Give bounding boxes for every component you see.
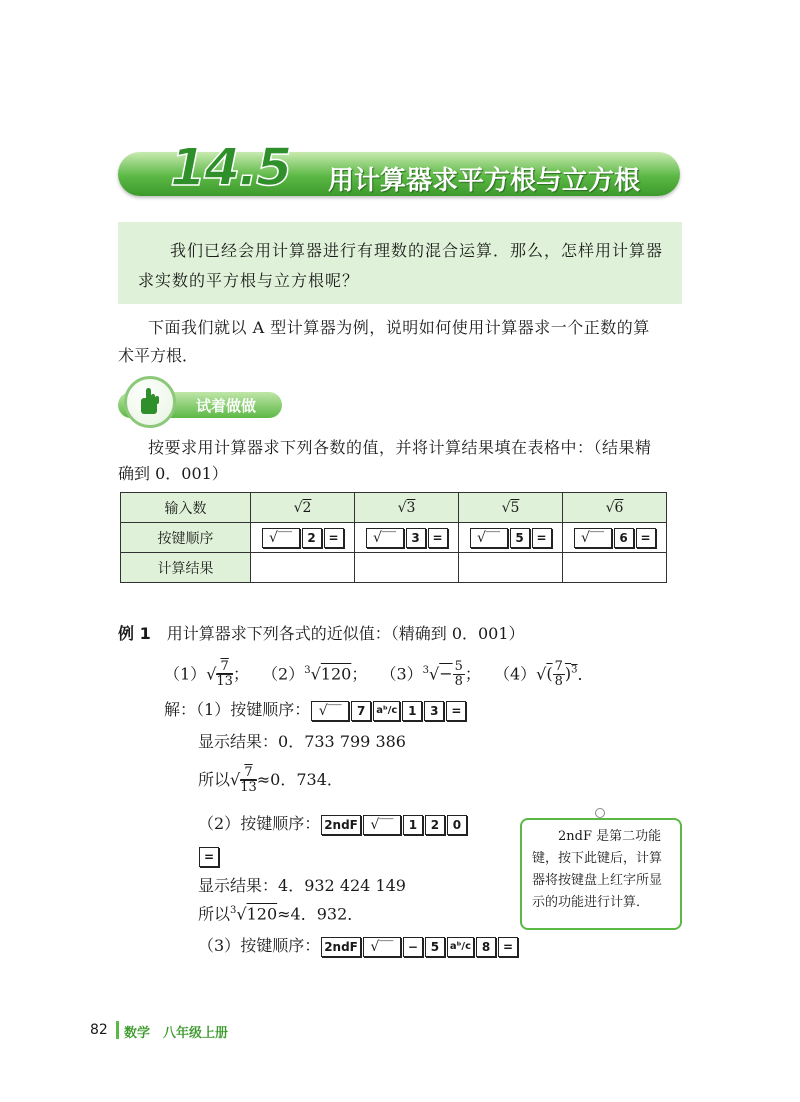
item-number: （3） bbox=[380, 664, 423, 684]
example-prompt: 用计算器求下列各式的近似值：（精确到 0．001） bbox=[166, 624, 525, 643]
row-header: 输入数 bbox=[121, 493, 251, 523]
cube-root-key: √‾‾ bbox=[363, 815, 401, 835]
second-function-key: 2ndF bbox=[321, 815, 361, 835]
digit-key: 1 bbox=[402, 701, 422, 721]
sqrt-key: √‾‾ bbox=[574, 528, 612, 548]
equals-key: = bbox=[199, 847, 219, 867]
equals-key: = bbox=[446, 701, 466, 721]
equals-key: = bbox=[428, 528, 448, 548]
digit-key: 3 bbox=[424, 701, 444, 721]
note-text: 2ndF 是第二功能键，按下此键后，计算器将按键盘上红字所显示的功能进行计算． bbox=[532, 829, 663, 910]
section-number: 14.5 bbox=[170, 138, 291, 198]
solution-step-3: （3）按键顺序： 2ndF √‾‾ − 5 aᵇ/c 8 = bbox=[198, 936, 519, 957]
fraction: $\frac{7}{8}$ bbox=[554, 659, 563, 690]
row-header: 计算结果 bbox=[121, 553, 251, 583]
equals-key: = bbox=[532, 528, 552, 548]
item-number: （2） bbox=[262, 664, 305, 684]
key-sequence bbox=[563, 523, 667, 553]
item-number: （1） bbox=[164, 664, 207, 684]
minus-key: − bbox=[403, 937, 423, 957]
digit-key: 2 bbox=[425, 815, 445, 835]
fraction-key: aᵇ/c bbox=[373, 701, 400, 721]
cube-root-key: √‾‾ bbox=[363, 937, 401, 957]
hand-icon bbox=[138, 386, 162, 416]
digit-key: 0 bbox=[447, 815, 467, 835]
equals-key: = bbox=[324, 528, 344, 548]
try-text: 确到 0．001） bbox=[118, 464, 228, 483]
result-cell bbox=[563, 553, 667, 583]
conclusion-2: 所以$^3$√120≈4．932． bbox=[198, 904, 364, 924]
table-row bbox=[121, 553, 667, 583]
digit-key: 8 bbox=[476, 937, 496, 957]
key-sequence bbox=[355, 523, 459, 553]
input-value: √5 bbox=[459, 493, 563, 523]
key-sequence bbox=[251, 523, 355, 553]
fraction: $\frac{7}{13}$ bbox=[216, 659, 233, 690]
result-cell bbox=[251, 553, 355, 583]
digit-key: 2 bbox=[302, 528, 322, 548]
example-line bbox=[118, 624, 525, 645]
sqrt-key: √‾‾ bbox=[262, 528, 300, 548]
table-row bbox=[121, 523, 667, 553]
pin-icon bbox=[595, 808, 605, 818]
calc-table bbox=[120, 492, 667, 583]
equals-key: = bbox=[636, 528, 656, 548]
paragraph-line: 下面我们就以 A 型计算器为例，说明如何使用计算器求一个正数的算 bbox=[148, 318, 650, 337]
digit-key: 3 bbox=[406, 528, 426, 548]
section-title: 用计算器求平方根与立方根 bbox=[328, 166, 641, 196]
second-function-key: 2ndF bbox=[321, 937, 361, 957]
display-result-2: 显示结果：4．932 424 149 bbox=[198, 876, 406, 895]
digit-key: 7 bbox=[351, 701, 371, 721]
digit-key: 6 bbox=[614, 528, 634, 548]
digit-key: 5 bbox=[510, 528, 530, 548]
item-number: （4） bbox=[493, 664, 537, 684]
footer-divider bbox=[116, 1021, 119, 1039]
solution-step-2-cont bbox=[198, 846, 220, 867]
input-value: √2 bbox=[251, 493, 355, 523]
row-header: 按键顺序 bbox=[121, 523, 251, 553]
display-result-1: 显示结果：0．733 799 386 bbox=[198, 732, 406, 751]
conclusion-1: 所以√ $\frac{7}{13}$ ≈0．734． bbox=[198, 765, 343, 795]
digit-key: 1 bbox=[403, 815, 423, 835]
example-items: （1）√ $\frac{7}{13}$ ； $(2)^3√120$； $(3)^3√-$ $\frac{5}{8}$ ； （4）√( $\frac{7}{8}$ )$^3$． bbox=[164, 659, 594, 690]
sqrt-key: √‾‾ bbox=[311, 701, 349, 721]
input-value: √6 bbox=[563, 493, 667, 523]
key-sequence bbox=[459, 523, 563, 553]
radicand: 120 bbox=[320, 664, 352, 684]
sqrt-key: √‾‾ bbox=[470, 528, 508, 548]
equals-key: = bbox=[498, 937, 518, 957]
table-row bbox=[121, 493, 667, 523]
book-title: 数学 八年级上册 bbox=[124, 1026, 229, 1041]
fraction-key: aᵇ/c bbox=[447, 937, 474, 957]
paragraph-line: 术平方根． bbox=[118, 346, 199, 365]
page-number: 82 bbox=[90, 1022, 108, 1038]
solution-step-1: 解：（1）按键顺序： √‾‾ 7 aᵇ/c 1 3 = bbox=[164, 700, 467, 721]
sqrt-key: √‾‾ bbox=[366, 528, 404, 548]
result-cell bbox=[459, 553, 563, 583]
input-value: √3 bbox=[355, 493, 459, 523]
example-label: 例 1 bbox=[118, 624, 151, 643]
result-cell bbox=[355, 553, 459, 583]
solution-step-2: （2）按键顺序： 2ndF √‾‾ 1 2 0 bbox=[198, 814, 468, 835]
intro-text: 我们已经会用计算器进行有理数的混合运算．那么，怎样用计算器求实数的平方根与立方根呢？ bbox=[138, 241, 664, 290]
fraction: $\frac{5}{8}$ bbox=[454, 659, 463, 690]
try-it-label: 试着做做 bbox=[196, 397, 257, 415]
digit-key: 5 bbox=[425, 937, 445, 957]
try-text: 按要求用计算器求下列各数的值，并将计算结果填在表格中：（结果精 bbox=[148, 438, 652, 457]
